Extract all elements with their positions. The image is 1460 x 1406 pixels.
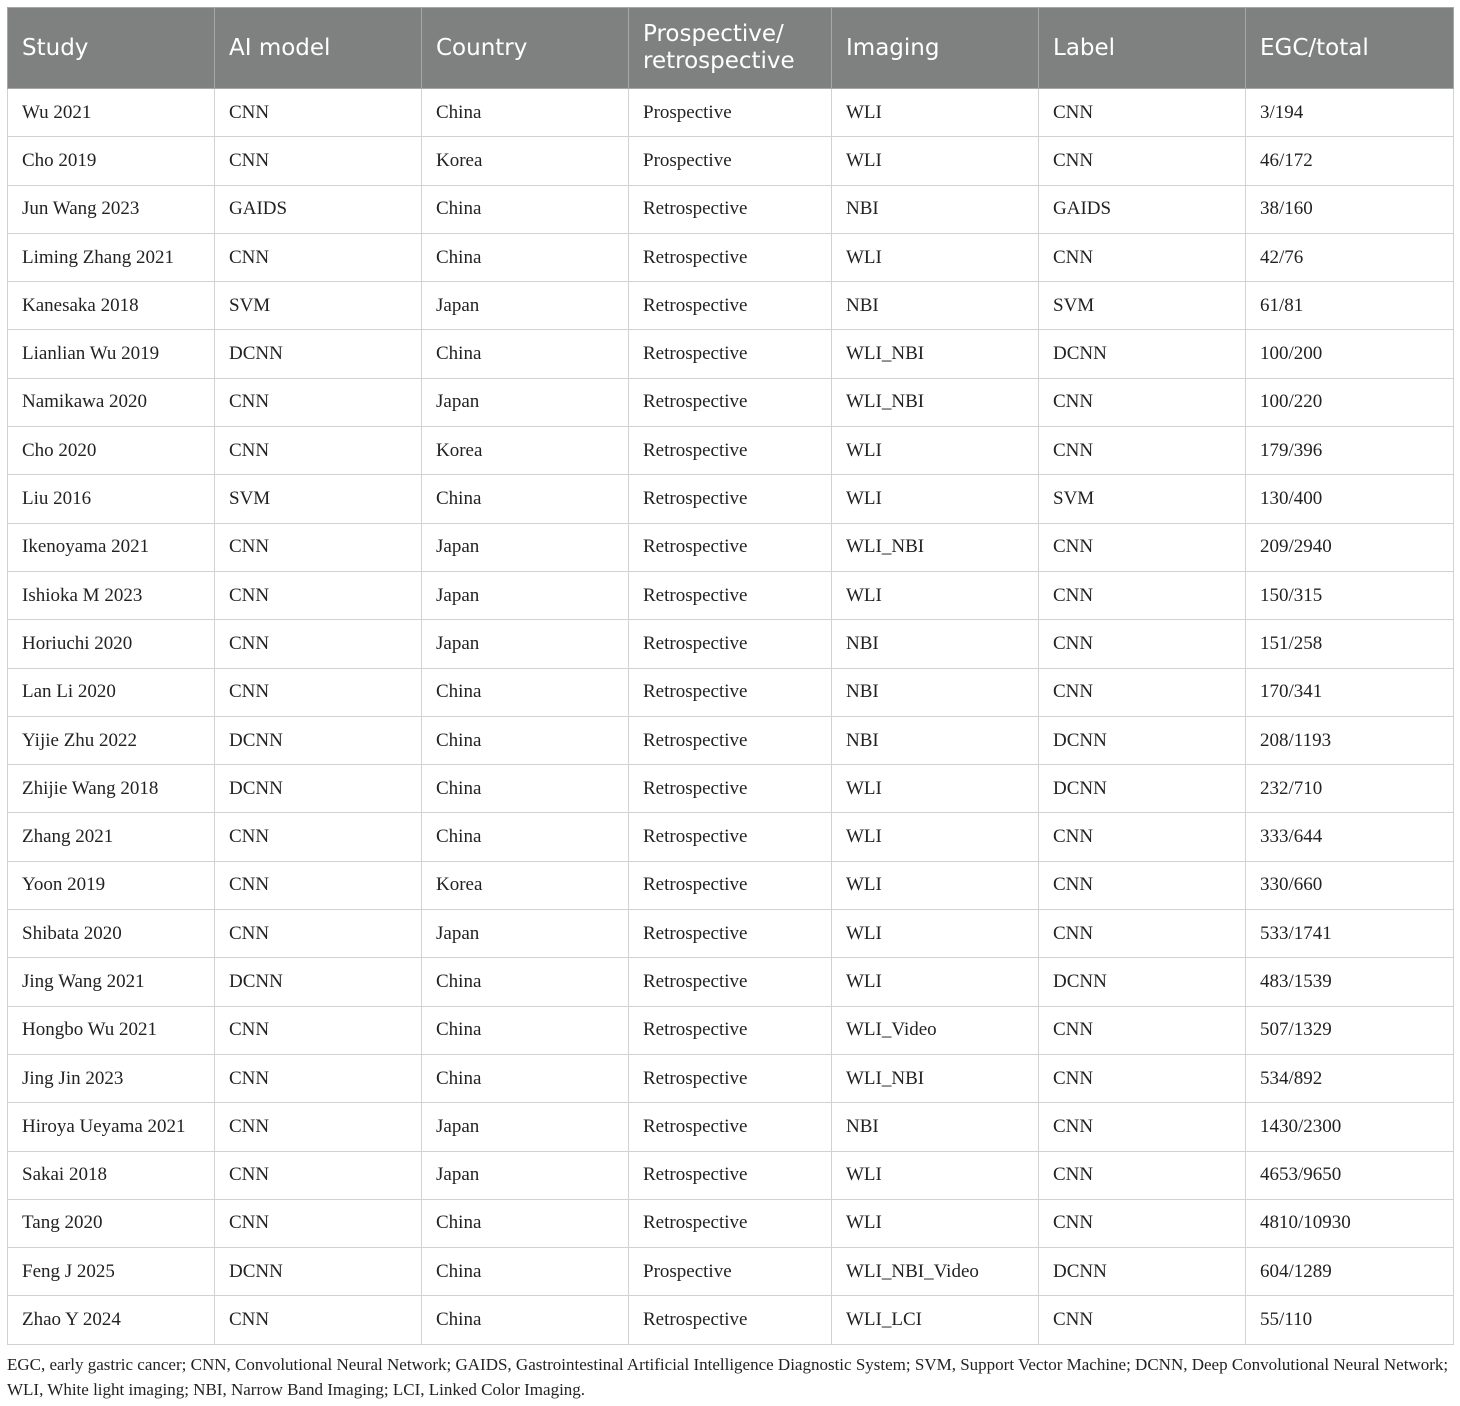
table-cell: Liu 2016 — [8, 475, 215, 523]
table-cell: CNN — [215, 1296, 422, 1344]
table-row — [8, 282, 1454, 330]
column-header: EGC/total — [1246, 8, 1454, 89]
table-cell: 179/396 — [1246, 427, 1454, 475]
table-row — [8, 1103, 1454, 1151]
table-row — [8, 910, 1454, 958]
table-cell: Zhang 2021 — [8, 813, 215, 861]
table-cell: Retrospective — [629, 378, 832, 426]
table-row — [8, 1151, 1454, 1199]
table-cell: WLI — [832, 813, 1039, 861]
table-cell: 232/710 — [1246, 765, 1454, 813]
table-cell: 46/172 — [1246, 137, 1454, 185]
table-cell: Retrospective — [629, 233, 832, 281]
table-cell: 170/341 — [1246, 668, 1454, 716]
table-cell: 534/892 — [1246, 1054, 1454, 1102]
table-cell: GAIDS — [215, 185, 422, 233]
table-cell: 4653/9650 — [1246, 1151, 1454, 1199]
table-cell: CNN — [1039, 620, 1246, 668]
table-cell: NBI — [832, 1103, 1039, 1151]
table-cell: Hongbo Wu 2021 — [8, 1006, 215, 1054]
table-cell: CNN — [1039, 1103, 1246, 1151]
table-cell: Retrospective — [629, 1054, 832, 1102]
table-cell: China — [422, 185, 629, 233]
table-cell: CNN — [215, 813, 422, 861]
table-cell: Retrospective — [629, 1296, 832, 1344]
column-header: AI model — [215, 8, 422, 89]
table-row — [8, 765, 1454, 813]
table-cell: Japan — [422, 620, 629, 668]
table-cell: NBI — [832, 668, 1039, 716]
table-cell: Cho 2020 — [8, 427, 215, 475]
table-cell: Retrospective — [629, 620, 832, 668]
table-cell: Japan — [422, 282, 629, 330]
table-cell: WLI — [832, 475, 1039, 523]
table-row — [8, 1054, 1454, 1102]
table-row — [8, 185, 1454, 233]
table-cell: China — [422, 668, 629, 716]
table-cell: China — [422, 475, 629, 523]
table-cell: DCNN — [1039, 1248, 1246, 1296]
table-cell: Retrospective — [629, 1103, 832, 1151]
table-cell: Retrospective — [629, 185, 832, 233]
table-row — [8, 1296, 1454, 1344]
table-cell: Lianlian Wu 2019 — [8, 330, 215, 378]
table-cell: Retrospective — [629, 716, 832, 764]
table-cell: Japan — [422, 523, 629, 571]
table-cell: Tang 2020 — [8, 1199, 215, 1247]
table-cell: CNN — [1039, 861, 1246, 909]
table-cell: NBI — [832, 620, 1039, 668]
table-cell: Kanesaka 2018 — [8, 282, 215, 330]
table-cell: Zhijie Wang 2018 — [8, 765, 215, 813]
table-cell: Korea — [422, 427, 629, 475]
column-header: Prospective/ retrospective — [629, 8, 832, 89]
table-cell: DCNN — [1039, 330, 1246, 378]
table-cell: Hiroya Ueyama 2021 — [8, 1103, 215, 1151]
table-cell: Prospective — [629, 89, 832, 137]
table-cell: CNN — [1039, 1054, 1246, 1102]
table-cell: WLI — [832, 861, 1039, 909]
table-cell: 130/400 — [1246, 475, 1454, 523]
table-cell: CNN — [215, 1006, 422, 1054]
table-cell: 330/660 — [1246, 861, 1454, 909]
table-cell: 507/1329 — [1246, 1006, 1454, 1054]
table-cell: CNN — [215, 1151, 422, 1199]
table-cell: CNN — [1039, 137, 1246, 185]
table-cell: WLI_Video — [832, 1006, 1039, 1054]
table-row — [8, 1199, 1454, 1247]
table-cell: CNN — [215, 861, 422, 909]
table-row — [8, 571, 1454, 619]
table-cell: WLI_NBI — [832, 1054, 1039, 1102]
table-row — [8, 233, 1454, 281]
table-cell: Prospective — [629, 1248, 832, 1296]
table-cell: 42/76 — [1246, 233, 1454, 281]
table-cell: CNN — [215, 1199, 422, 1247]
table-cell: 3/194 — [1246, 89, 1454, 137]
table-row — [8, 620, 1454, 668]
table-cell: 604/1289 — [1246, 1248, 1454, 1296]
table-cell: NBI — [832, 282, 1039, 330]
table-cell: Sakai 2018 — [8, 1151, 215, 1199]
column-header: Label — [1039, 8, 1246, 89]
table-cell: Jing Wang 2021 — [8, 958, 215, 1006]
table-cell: WLI_NBI — [832, 378, 1039, 426]
table-cell: DCNN — [1039, 716, 1246, 764]
table-cell: 4810/10930 — [1246, 1199, 1454, 1247]
table-cell: Japan — [422, 571, 629, 619]
table-cell: 150/315 — [1246, 571, 1454, 619]
table-cell: WLI — [832, 427, 1039, 475]
table-cell: CNN — [215, 427, 422, 475]
table-cell: Jing Jin 2023 — [8, 1054, 215, 1102]
table-cell: Yoon 2019 — [8, 861, 215, 909]
table-cell: Ikenoyama 2021 — [8, 523, 215, 571]
table-cell: DCNN — [215, 1248, 422, 1296]
column-header: Imaging — [832, 8, 1039, 89]
table-cell: CNN — [1039, 1296, 1246, 1344]
table-cell: Ishioka M 2023 — [8, 571, 215, 619]
table-cell: CNN — [1039, 910, 1246, 958]
table-cell: DCNN — [1039, 765, 1246, 813]
table-cell: WLI — [832, 571, 1039, 619]
column-header: Country — [422, 8, 629, 89]
table-cell: CNN — [1039, 89, 1246, 137]
table-cell: Retrospective — [629, 958, 832, 1006]
table-cell: Japan — [422, 378, 629, 426]
table-cell: China — [422, 233, 629, 281]
table-cell: Retrospective — [629, 1199, 832, 1247]
table-cell: WLI — [832, 137, 1039, 185]
table-cell: Yijie Zhu 2022 — [8, 716, 215, 764]
table-cell: Lan Li 2020 — [8, 668, 215, 716]
table-cell: WLI — [832, 910, 1039, 958]
table-cell: Shibata 2020 — [8, 910, 215, 958]
table-row — [8, 1006, 1454, 1054]
table-cell: CNN — [215, 620, 422, 668]
table-cell: China — [422, 813, 629, 861]
table-cell: Retrospective — [629, 1006, 832, 1054]
table-cell: 38/160 — [1246, 185, 1454, 233]
table-cell: CNN — [1039, 378, 1246, 426]
table-cell: WLI — [832, 958, 1039, 1006]
table-cell: CNN — [1039, 1151, 1246, 1199]
table-row — [8, 958, 1454, 1006]
table-cell: NBI — [832, 716, 1039, 764]
table-cell: Japan — [422, 1103, 629, 1151]
table-cell: WLI — [832, 233, 1039, 281]
table-cell: SVM — [1039, 475, 1246, 523]
table-cell: Retrospective — [629, 475, 832, 523]
table-cell: CNN — [215, 137, 422, 185]
table-cell: China — [422, 1054, 629, 1102]
table-row — [8, 475, 1454, 523]
table-cell: SVM — [215, 475, 422, 523]
table-cell: SVM — [215, 282, 422, 330]
table-cell: CNN — [215, 1054, 422, 1102]
table-cell: Retrospective — [629, 571, 832, 619]
table-cell: China — [422, 1006, 629, 1054]
table-cell: WLI_NBI_Video — [832, 1248, 1039, 1296]
table-cell: China — [422, 958, 629, 1006]
table-cell: CNN — [1039, 523, 1246, 571]
table-cell: CNN — [215, 668, 422, 716]
table-cell: Wu 2021 — [8, 89, 215, 137]
table-cell: WLI — [832, 1199, 1039, 1247]
table-cell: CNN — [1039, 233, 1246, 281]
table-cell: CNN — [215, 523, 422, 571]
table-cell: Feng J 2025 — [8, 1248, 215, 1296]
table-cell: CNN — [1039, 427, 1246, 475]
table-cell: DCNN — [215, 958, 422, 1006]
table-footnote: EGC, early gastric cancer; CNN, Convolutional Neural Network; GAIDS, Gastrointestinal Artificial Intelligence Diagnostic System; SVM, Support Vector Machine; DCNN, Deep Convolutional Neural Network; WLI, White light imaging; NBI, Narrow Band Imaging; LCI, Linked Color Imaging. — [7, 1355, 1449, 1399]
table-cell: Retrospective — [629, 861, 832, 909]
table-row — [8, 1248, 1454, 1296]
table-cell: Retrospective — [629, 910, 832, 958]
table-cell: 151/258 — [1246, 620, 1454, 668]
table-cell: CNN — [215, 378, 422, 426]
table-row — [8, 861, 1454, 909]
table-cell: Namikawa 2020 — [8, 378, 215, 426]
table-cell: Korea — [422, 861, 629, 909]
table-cell: WLI_LCI — [832, 1296, 1039, 1344]
table-cell: CNN — [215, 910, 422, 958]
table-cell: Korea — [422, 137, 629, 185]
table-cell: DCNN — [215, 330, 422, 378]
table-cell: Retrospective — [629, 427, 832, 475]
table-cell: 533/1741 — [1246, 910, 1454, 958]
table-cell: WLI — [832, 89, 1039, 137]
table-cell: NBI — [832, 185, 1039, 233]
table-cell: CNN — [215, 571, 422, 619]
table-cell: 209/2940 — [1246, 523, 1454, 571]
table-cell: 333/644 — [1246, 813, 1454, 861]
table-cell: Japan — [422, 910, 629, 958]
table-cell: Prospective — [629, 137, 832, 185]
table-cell: Retrospective — [629, 813, 832, 861]
table-cell: GAIDS — [1039, 185, 1246, 233]
table-row — [8, 716, 1454, 764]
table-cell: Japan — [422, 1151, 629, 1199]
table-cell: Jun Wang 2023 — [8, 185, 215, 233]
table-cell: Retrospective — [629, 1151, 832, 1199]
table-cell: CNN — [1039, 1199, 1246, 1247]
table-cell: Retrospective — [629, 523, 832, 571]
table-cell: CNN — [1039, 813, 1246, 861]
header-row — [8, 8, 1454, 89]
table-cell: 483/1539 — [1246, 958, 1454, 1006]
table-cell: China — [422, 330, 629, 378]
table-row — [8, 137, 1454, 185]
table-cell: Retrospective — [629, 668, 832, 716]
table-cell: SVM — [1039, 282, 1246, 330]
studies-table — [7, 7, 1454, 1345]
table-row — [8, 427, 1454, 475]
table-cell: 100/220 — [1246, 378, 1454, 426]
table-cell: CNN — [1039, 668, 1246, 716]
table-row — [8, 89, 1454, 137]
table-cell: Liming Zhang 2021 — [8, 233, 215, 281]
table-cell: CNN — [215, 233, 422, 281]
table-cell: CNN — [215, 1103, 422, 1151]
table-cell: DCNN — [215, 716, 422, 764]
table-cell: China — [422, 716, 629, 764]
table-row — [8, 523, 1454, 571]
table-cell: Retrospective — [629, 282, 832, 330]
table-row — [8, 330, 1454, 378]
table-cell: China — [422, 89, 629, 137]
column-header: Study — [8, 8, 215, 89]
table-cell: WLI — [832, 765, 1039, 813]
table-cell: WLI_NBI — [832, 523, 1039, 571]
table-cell: China — [422, 1199, 629, 1247]
table-cell: China — [422, 1248, 629, 1296]
table-cell: 100/200 — [1246, 330, 1454, 378]
table-cell: Zhao Y 2024 — [8, 1296, 215, 1344]
table-cell: 55/110 — [1246, 1296, 1454, 1344]
table-cell: DCNN — [215, 765, 422, 813]
table-cell: China — [422, 765, 629, 813]
table-cell: CNN — [1039, 571, 1246, 619]
table-cell: CNN — [215, 89, 422, 137]
table-row — [8, 378, 1454, 426]
table-cell: Cho 2019 — [8, 137, 215, 185]
table-row — [8, 668, 1454, 716]
table-row — [8, 813, 1454, 861]
table-cell: 61/81 — [1246, 282, 1454, 330]
table-cell: Retrospective — [629, 765, 832, 813]
table-cell: Retrospective — [629, 330, 832, 378]
table-cell: WLI — [832, 1151, 1039, 1199]
table-cell: Horiuchi 2020 — [8, 620, 215, 668]
table-cell: WLI_NBI — [832, 330, 1039, 378]
table-cell: 1430/2300 — [1246, 1103, 1454, 1151]
table-cell: CNN — [1039, 1006, 1246, 1054]
table-cell: 208/1193 — [1246, 716, 1454, 764]
table-cell: China — [422, 1296, 629, 1344]
table-cell: DCNN — [1039, 958, 1246, 1006]
